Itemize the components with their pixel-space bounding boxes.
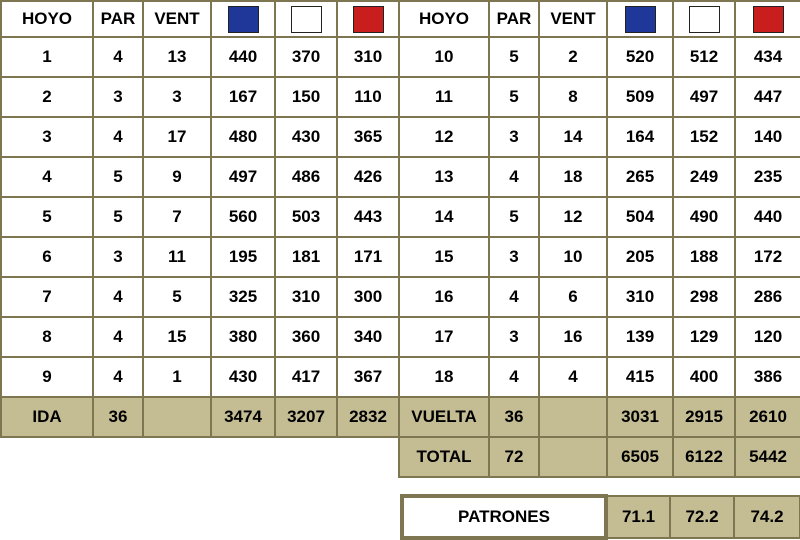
white-cell-back: 249 xyxy=(673,157,735,197)
red-cell-back: 386 xyxy=(735,357,800,397)
red-cell: 367 xyxy=(337,357,399,397)
hole-cell-back: 14 xyxy=(399,197,489,237)
red-cell-back: 434 xyxy=(735,37,800,77)
vent-cell-back: 10 xyxy=(539,237,607,277)
total-vent xyxy=(539,437,607,477)
hole-row xyxy=(1,317,800,357)
ida-white: 3207 xyxy=(275,397,337,437)
blue-cell-back: 139 xyxy=(607,317,673,357)
header-blue-tee xyxy=(211,1,275,37)
blue-cell: 430 xyxy=(211,357,275,397)
vent-cell-back: 4 xyxy=(539,357,607,397)
vent-cell: 9 xyxy=(143,157,211,197)
par-cell: 4 xyxy=(93,317,143,357)
vuelta-blue: 3031 xyxy=(607,397,673,437)
red-cell-back: 440 xyxy=(735,197,800,237)
blue-cell: 497 xyxy=(211,157,275,197)
par-cell: 3 xyxy=(93,237,143,277)
par-cell: 4 xyxy=(93,117,143,157)
white-cell-back: 152 xyxy=(673,117,735,157)
white-cell: 486 xyxy=(275,157,337,197)
patrones-blue: 71.1 xyxy=(606,496,670,538)
vuelta-vent xyxy=(539,397,607,437)
hole-cell: 7 xyxy=(1,277,93,317)
white-cell-back: 298 xyxy=(673,277,735,317)
header-red-tee xyxy=(337,1,399,37)
ida-vent xyxy=(143,397,211,437)
red-cell: 171 xyxy=(337,237,399,277)
header-white-tee-back xyxy=(673,1,735,37)
par-cell-back: 3 xyxy=(489,237,539,277)
blue-cell-back: 205 xyxy=(607,237,673,277)
red-cell-back: 140 xyxy=(735,117,800,157)
blue-cell: 167 xyxy=(211,77,275,117)
header-row xyxy=(1,1,800,37)
hole-cell: 8 xyxy=(1,317,93,357)
vent-cell: 11 xyxy=(143,237,211,277)
red-cell: 300 xyxy=(337,277,399,317)
header-red-tee-back xyxy=(735,1,800,37)
blue-cell-back: 520 xyxy=(607,37,673,77)
vent-cell: 13 xyxy=(143,37,211,77)
red-cell: 310 xyxy=(337,37,399,77)
par-cell-back: 4 xyxy=(489,277,539,317)
patrones-table xyxy=(400,494,800,540)
hole-row xyxy=(1,357,800,397)
hole-cell: 5 xyxy=(1,197,93,237)
hole-cell-back: 16 xyxy=(399,277,489,317)
total-blue: 6505 xyxy=(607,437,673,477)
header-vent: VENT xyxy=(143,1,211,37)
vent-cell: 1 xyxy=(143,357,211,397)
vent-cell: 15 xyxy=(143,317,211,357)
white-cell: 181 xyxy=(275,237,337,277)
header-hoyo-back: HOYO xyxy=(399,1,489,37)
blue-tee-swatch xyxy=(625,6,656,33)
red-tee-swatch xyxy=(353,6,384,33)
hole-cell-back: 17 xyxy=(399,317,489,357)
blue-cell-back: 164 xyxy=(607,117,673,157)
hole-cell: 2 xyxy=(1,77,93,117)
red-cell: 110 xyxy=(337,77,399,117)
vent-cell-back: 14 xyxy=(539,117,607,157)
red-cell-back: 447 xyxy=(735,77,800,117)
white-cell-back: 129 xyxy=(673,317,735,357)
ida-blue: 3474 xyxy=(211,397,275,437)
hole-row xyxy=(1,37,800,77)
vent-cell-back: 12 xyxy=(539,197,607,237)
hole-cell-back: 11 xyxy=(399,77,489,117)
ida-label: IDA xyxy=(1,397,93,437)
par-cell: 5 xyxy=(93,157,143,197)
white-cell: 360 xyxy=(275,317,337,357)
hole-cell: 4 xyxy=(1,157,93,197)
hole-row xyxy=(1,197,800,237)
header-par: PAR xyxy=(93,1,143,37)
vent-cell-back: 16 xyxy=(539,317,607,357)
red-cell: 340 xyxy=(337,317,399,357)
vent-cell-back: 18 xyxy=(539,157,607,197)
par-cell-back: 4 xyxy=(489,357,539,397)
par-cell-back: 5 xyxy=(489,37,539,77)
par-cell: 5 xyxy=(93,197,143,237)
vent-cell: 3 xyxy=(143,77,211,117)
vent-cell-back: 6 xyxy=(539,277,607,317)
red-cell: 365 xyxy=(337,117,399,157)
total-row xyxy=(1,437,800,477)
white-tee-swatch xyxy=(689,6,720,33)
hole-row xyxy=(1,77,800,117)
red-cell: 426 xyxy=(337,157,399,197)
hole-row xyxy=(1,157,800,197)
blue-cell-back: 415 xyxy=(607,357,673,397)
red-cell-back: 120 xyxy=(735,317,800,357)
white-cell: 370 xyxy=(275,37,337,77)
hole-cell: 9 xyxy=(1,357,93,397)
vuelta-white: 2915 xyxy=(673,397,735,437)
total-spacer xyxy=(1,437,399,477)
hole-cell-back: 18 xyxy=(399,357,489,397)
red-cell-back: 172 xyxy=(735,237,800,277)
blue-cell: 380 xyxy=(211,317,275,357)
par-cell-back: 4 xyxy=(489,157,539,197)
hole-row xyxy=(1,237,800,277)
ida-par: 36 xyxy=(93,397,143,437)
total-white: 6122 xyxy=(673,437,735,477)
hole-cell: 3 xyxy=(1,117,93,157)
white-cell: 503 xyxy=(275,197,337,237)
blue-cell: 480 xyxy=(211,117,275,157)
white-cell-back: 400 xyxy=(673,357,735,397)
white-cell: 150 xyxy=(275,77,337,117)
hole-row xyxy=(1,117,800,157)
patrones-row xyxy=(402,496,800,538)
total-par: 72 xyxy=(489,437,539,477)
hole-cell-back: 10 xyxy=(399,37,489,77)
header-blue-tee-back xyxy=(607,1,673,37)
hole-cell-back: 13 xyxy=(399,157,489,197)
par-cell-back: 3 xyxy=(489,117,539,157)
red-cell: 443 xyxy=(337,197,399,237)
hole-row xyxy=(1,277,800,317)
vent-cell: 17 xyxy=(143,117,211,157)
ida-vuelta-row xyxy=(1,397,800,437)
par-cell-back: 5 xyxy=(489,77,539,117)
patrones-label: PATRONES xyxy=(402,496,606,538)
white-cell: 310 xyxy=(275,277,337,317)
white-cell: 430 xyxy=(275,117,337,157)
header-white-tee xyxy=(275,1,337,37)
white-cell: 417 xyxy=(275,357,337,397)
blue-tee-swatch xyxy=(228,6,259,33)
vuelta-red: 2610 xyxy=(735,397,800,437)
hole-cell-back: 15 xyxy=(399,237,489,277)
white-tee-swatch xyxy=(291,6,322,33)
hole-cell-back: 12 xyxy=(399,117,489,157)
hole-cell: 1 xyxy=(1,37,93,77)
blue-cell-back: 504 xyxy=(607,197,673,237)
par-cell: 4 xyxy=(93,37,143,77)
total-label: TOTAL xyxy=(399,437,489,477)
blue-cell: 560 xyxy=(211,197,275,237)
ida-red: 2832 xyxy=(337,397,399,437)
blue-cell-back: 509 xyxy=(607,77,673,117)
vuelta-par: 36 xyxy=(489,397,539,437)
par-cell: 3 xyxy=(93,77,143,117)
vent-cell-back: 2 xyxy=(539,37,607,77)
vent-cell-back: 8 xyxy=(539,77,607,117)
white-cell-back: 490 xyxy=(673,197,735,237)
blue-cell: 440 xyxy=(211,37,275,77)
header-vent-back: VENT xyxy=(539,1,607,37)
white-cell-back: 188 xyxy=(673,237,735,277)
total-red: 5442 xyxy=(735,437,800,477)
patrones-red: 74.2 xyxy=(734,496,800,538)
red-cell-back: 235 xyxy=(735,157,800,197)
par-cell: 4 xyxy=(93,357,143,397)
vent-cell: 7 xyxy=(143,197,211,237)
blue-cell: 195 xyxy=(211,237,275,277)
blue-cell-back: 265 xyxy=(607,157,673,197)
red-tee-swatch xyxy=(753,6,784,33)
white-cell-back: 512 xyxy=(673,37,735,77)
red-cell-back: 286 xyxy=(735,277,800,317)
hole-cell: 6 xyxy=(1,237,93,277)
vuelta-label: VUELTA xyxy=(399,397,489,437)
par-cell: 4 xyxy=(93,277,143,317)
blue-cell: 325 xyxy=(211,277,275,317)
vent-cell: 5 xyxy=(143,277,211,317)
par-cell-back: 5 xyxy=(489,197,539,237)
blue-cell-back: 310 xyxy=(607,277,673,317)
header-hoyo: HOYO xyxy=(1,1,93,37)
white-cell-back: 497 xyxy=(673,77,735,117)
par-cell-back: 3 xyxy=(489,317,539,357)
header-par-back: PAR xyxy=(489,1,539,37)
patrones-white: 72.2 xyxy=(670,496,734,538)
